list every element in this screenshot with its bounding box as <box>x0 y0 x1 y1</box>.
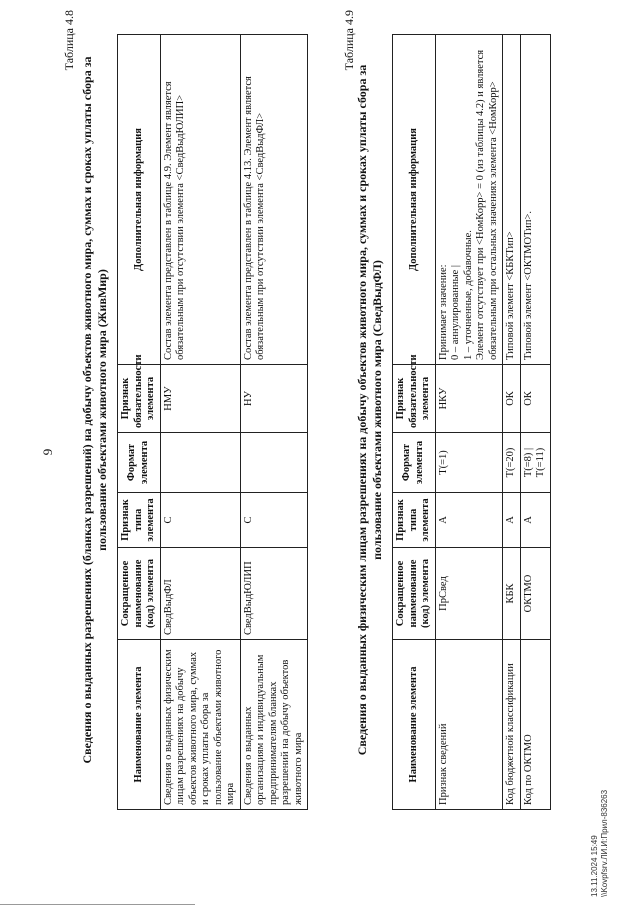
col-header-name: Наименование элемента <box>118 640 161 810</box>
col-header-format: Формат элемента <box>118 433 161 493</box>
cell-format <box>160 433 240 493</box>
print-stamp-date: 13.11.2024 15:49 <box>590 835 599 897</box>
table-row <box>520 35 550 810</box>
col-header-name: Наименование элемента <box>393 640 436 810</box>
col-header-code: Сокращенное наименование (код) элемента <box>118 548 161 640</box>
table-4-8-label: Таблица 4.8 <box>62 10 76 71</box>
cell-info: Типовой элемент <ОКТМОТип>. <box>520 35 550 365</box>
cell-name: Код бюджетной классификации <box>503 640 521 810</box>
table-4-8-title <box>80 10 110 810</box>
cell-info: Состав элемента представлен в таблице 4.13. Элемент является обязательным при отсутствии элемента <СведВыдФЛ> <box>240 35 308 365</box>
cell-type: А <box>435 493 503 548</box>
table-4-9-title-line2: пользование объектами животного мира (СведВыдФЛ) <box>370 260 384 560</box>
cell-info: Типовой элемент <КБКТип> <box>503 35 521 365</box>
cell-required: НКУ <box>435 365 503 433</box>
table-header-row <box>118 35 161 810</box>
cell-type: С <box>160 493 240 548</box>
table-header-row <box>393 35 436 810</box>
cell-format: Т(=1) <box>435 433 503 493</box>
cell-name: Признак сведений <box>435 640 503 810</box>
table-row <box>160 35 240 810</box>
cell-type: А <box>503 493 521 548</box>
cell-format <box>240 433 308 493</box>
cell-format: Т(=20) <box>503 433 521 493</box>
cell-type: А <box>520 493 550 548</box>
col-header-type: Признак типа элемента <box>118 493 161 548</box>
print-stamp <box>590 790 640 897</box>
cell-code: СведВыдФЛ <box>160 548 240 640</box>
table-4-9-title-line1: Сведения о выданных физическим лицам разрешениях на добычу объектов животного мира, суммах и сроках уплаты сбора за <box>355 64 369 756</box>
table-row <box>240 35 308 810</box>
cell-name: Сведения о выданных физическим лицам разрешениях на добычу объектов животного мира, суммах и сроках уплаты сбора за пользование объектами животного мира <box>160 640 240 810</box>
print-stamp-path: \\Kovpfsrv.ЛИ.И:Прил-836263 <box>600 789 609 897</box>
table-row <box>435 35 503 810</box>
table-4-9-title <box>355 10 385 810</box>
col-header-info: Дополнительная информация <box>393 35 436 365</box>
col-header-format: Формат элемента <box>393 433 436 493</box>
cell-info: Состав элемента представлен в таблице 4.9. Элемент является обязательным при отсутствии элемента <СведВыдЮЛИП> <box>160 35 240 365</box>
table-4-8 <box>117 34 308 810</box>
col-header-type: Признак типа элемента <box>393 493 436 548</box>
col-header-required: Признак обязательности элемента <box>118 365 161 433</box>
cell-format: Т(=8) | Т(=11) <box>520 433 550 493</box>
cell-type: С <box>240 493 308 548</box>
table-4-9-label: Таблица 4.9 <box>342 10 356 71</box>
col-header-required: Признак обязательности элемента <box>393 365 436 433</box>
page-number: 9 <box>40 448 55 456</box>
table-4-8-title-line2: пользование объектами животного мира (ЖивМир) <box>95 269 109 551</box>
cell-required: ОК <box>520 365 550 433</box>
cell-code: ОКТМО <box>520 548 550 640</box>
cell-info: Принимает значение: 0 – аннулированные | 1 – уточненные, добавочные. Элемент отсутствует при <НомКорр> = 0 (из таблицы 4.2) и является обязательным при остальных значениях элемента <НомКорр> <box>435 35 503 365</box>
col-header-info: Дополнительная информация <box>118 35 161 365</box>
col-header-code: Сокращенное наименование (код) элемента <box>393 548 436 640</box>
cell-code: ПрСвед <box>435 548 503 640</box>
cell-required: ОК <box>503 365 521 433</box>
table-4-8-title-line1: Сведения о выданных разрешениях (бланках разрешений) на добычу объектов животного мира, суммах и сроках уплаты сбора за <box>80 56 94 764</box>
cell-required: НУ <box>240 365 308 433</box>
cell-name: Сведения о выданных организациям и индивидуальным предпринимателям бланках разрешений на добычу объектов животного мира <box>240 640 308 810</box>
table-4-9 <box>392 34 551 810</box>
table-row <box>503 35 521 810</box>
cell-code: СведВыдЮЛИП <box>240 548 308 640</box>
cell-code: КБК <box>503 548 521 640</box>
cell-name: Код по ОКТМО <box>520 640 550 810</box>
cell-required: НМУ <box>160 365 240 433</box>
